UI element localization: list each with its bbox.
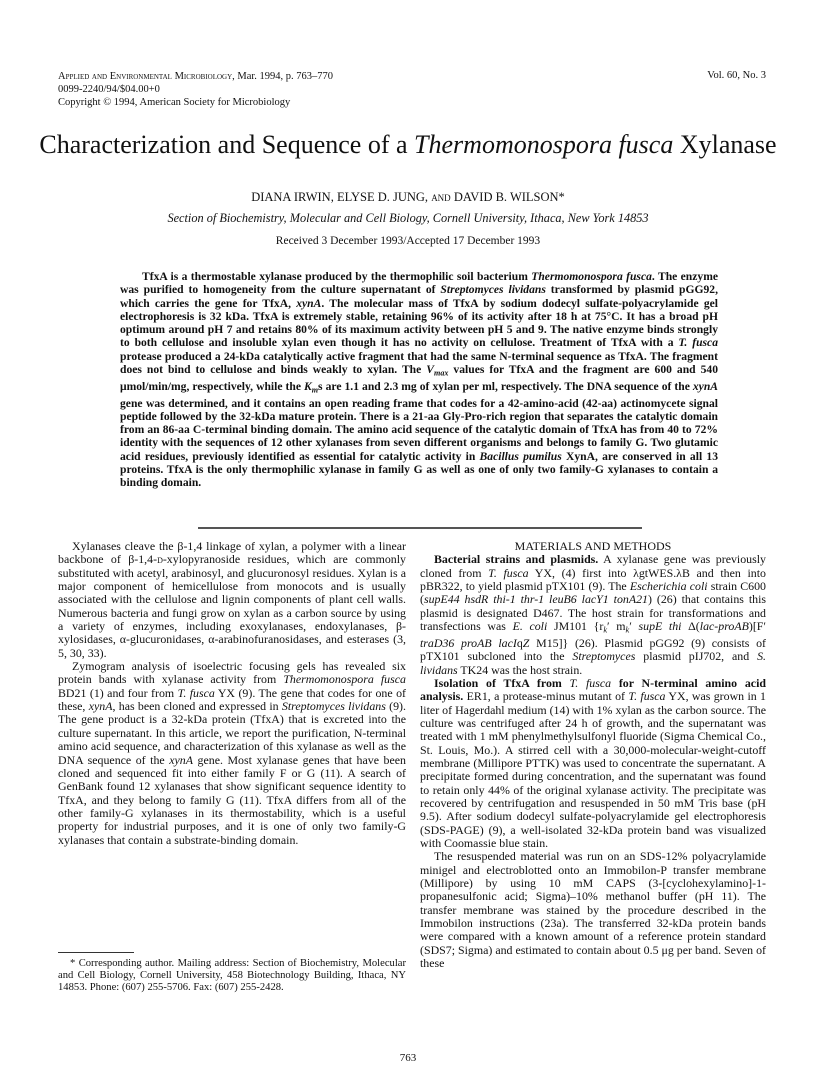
footnote-rule — [58, 952, 134, 953]
citation: , Mar. 1994, p. 763–770 — [232, 71, 334, 82]
methods-paragraph — [420, 677, 766, 850]
text-run: Bacterial strains and plasmids. — [434, 552, 599, 567]
text-run: gene. Most xylanase genes that have been cloned and sequenced fit into either family F or G (11). A search of GenBank found 12 xylanases that show significant sequence identity to TfxA, and they belong to family G (11). TfxA differs from all of the other family-G xylanases in its thermostability, which is a useful property for industrial purposes, and it is one of only two family-G xylanases that contain a substrate-binding domain. — [58, 752, 406, 847]
text-run: Xylanase — [673, 130, 777, 159]
text-run: S. lividans — [420, 649, 766, 677]
authors — [0, 190, 816, 205]
section-heading: MATERIALS AND METHODS — [514, 539, 672, 553]
copyright: Copyright © 1994, American Society for Microbiology — [58, 97, 291, 108]
text-run: A xylanase gene was previously cloned from — [420, 552, 766, 580]
text-run: TK24 was the host strain. — [457, 662, 583, 677]
text-run: ′ m — [607, 619, 626, 634]
text-run: T. fusca — [678, 336, 718, 350]
text-run: strain C600 ( — [420, 579, 766, 607]
methods-paragraph — [420, 850, 766, 970]
right-column — [420, 540, 766, 970]
text-run: plasmid pIJ702, and — [635, 649, 758, 664]
text-run: T. fusca — [569, 675, 612, 690]
text-run: T. fusca — [628, 689, 666, 704]
text-run: values for TfxA and the fragment are 600 and 540 μmol/min/mg, respectively, while the — [120, 363, 718, 393]
text-run: (9). The gene product is a 32-kDa protein (TfxA) that is excreted into the culture supernatant. In this article, we report the purification, N-terminal amino acid sequence, and characterization of this xylanase as well as the DNA sequence of the — [58, 699, 406, 767]
text-run: transformed by plasmid pGG92, which carries the gene for TfxA, — [120, 283, 718, 310]
abstract — [120, 270, 718, 490]
intro-paragraph — [58, 540, 406, 660]
text-run: )[F′ — [748, 619, 766, 634]
issn-code: 0099-2240/94/$04.00+0 — [58, 84, 160, 95]
journal-name: Applied and Environmental Microbiology — [58, 71, 233, 82]
text-run: TfxA is a thermostable xylanase produced by the thermophilic soil bacterium — [142, 270, 532, 283]
text-run: traD36 proAB lacI — [420, 635, 517, 650]
text-run: ER1, a protease-minus mutant of — [463, 689, 629, 704]
text-run: BD21 (1) and four from — [58, 685, 178, 700]
footnote: * Corresponding author. Mailing address: Section of Biochemistry, Molecular and Cell Biology, Cornell University, 458 Biotechnology Building, Ithaca, NY 14853. Phone: (607) 255-5706. Fax: (607) 255-2428. — [58, 958, 406, 994]
page-number: 763 — [399, 1052, 417, 1064]
text-run: ′ — [629, 619, 639, 634]
text-run: k — [625, 625, 630, 635]
text-run: , has been cloned and expressed in — [112, 699, 282, 714]
text-run: -xylopyranoside residues, which are commonly substituted with acetyl, arabinosyl, and glucuronosyl residues. Xylan is a major component of hemicellulose from monocots and is usually associated with the cellulose and lignin components of plant cell walls. Numerous bacteria and fungi grow on xylan as a carbon source by using a variety of enzymes, including exoxylanases, endoxylanases, β-xylosidases, α-glucuronidases, α-arabinofuranosidases, and esterases (3, 5, 30, 33). — [58, 552, 406, 660]
text-run: for N-terminal amino acid analysis. — [420, 675, 766, 704]
text-run: d — [157, 552, 163, 567]
text-run: YX, was grown in 1 liter of Hagerdahl medium (14) with 1% xylan as the carbon source. The culture was centrifuged after 24 h of growth, and the supernatant was treated with 1 mM phenylmethylsulfonyl fluoride (Sigma Chemical Co., St. Louis, Mo.). A stirred cell with a 30,000-molecular-weight-cutoff membrane (Millipore PTTK) was used to concentrate the supernatant. A precipitate formed during concentration, and the supernatant was found to retain only 44% of the original xylanase activity. The precipitate was recovered by centrifugation and resuspended in 50 mM Tris base (pH 9.5). After sodium dodecyl sulfate-polyacrylamide gel electrophoresis (SDS-PAGE) (9), a well-isolated 32-kDa protein band was visualized with Coomassie blue stain. — [420, 689, 766, 851]
text-run: s are 1.1 and 2.3 mg of xylan per ml, respectively. The DNA sequence of the — [318, 379, 693, 393]
text-run: The resuspended material was run on an SDS-12% polyacrylamide minigel and electroblotted onto an Immobilon-P transfer membrane (Millipore) by using 10 mM CAPS (3-[cyclohexylamino]-1-propanesulfonic acid; Sigma)–10% methanol buffer (pH 11). The transfer membrane was stained by the procedure described in the Immobilon instructions (23a). The transferred 32-kDa protein bands were compared with a known amount of a reference protein standard (SDS7; Sigma) and estimated to contain about 0.5 μg per band. Seven of these — [420, 849, 766, 971]
text-run: ) (26) that contains this plasmid is designated D467. The host strain for transformations and transfections was — [420, 592, 767, 634]
article-title — [0, 130, 816, 160]
text-run: Thermomonospora fusca — [283, 672, 406, 687]
journal-header — [58, 70, 333, 109]
text-run: Zymogram analysis of isoelectric focusing gels has revealed six protein bands with xylanase activity from — [58, 659, 406, 687]
methods-paragraph — [420, 553, 766, 677]
text-run: Thermomonospora fusca — [531, 270, 652, 283]
text-run: Escherichia coli — [629, 579, 708, 594]
text-run: Δ( — [681, 619, 700, 634]
divider — [198, 527, 642, 529]
text-run: xynA — [692, 379, 718, 393]
text-run: Characterization and Sequence of a — [39, 130, 415, 159]
text-run: YX (9). The gene that codes for one of these, — [58, 685, 406, 714]
text-run: lac-proAB — [699, 619, 749, 634]
text-run: E. coli — [512, 619, 548, 634]
text-run: m — [311, 385, 319, 395]
text-run: DAVID B. WILSON* — [450, 190, 565, 204]
text-run: JM101 {r — [547, 619, 604, 634]
text-run: Streptomyces — [572, 649, 636, 664]
text-run: protease produced a 24-kDa catalytically active fragment that had the same N-terminal sequence as TfxA. The fragment does not bind to cellulose and binds weakly to xylan. The — [120, 349, 718, 377]
text-run: DIANA IRWIN, ELYSE D. JUNG, — [251, 190, 432, 204]
text-run: supE thi — [638, 619, 682, 634]
text-run: . The enzyme was purified to homogeneity from the culture supernatant of — [120, 270, 719, 297]
text-run: Z — [522, 635, 530, 650]
intro-paragraph — [58, 660, 406, 847]
text-run: xynA — [169, 752, 193, 767]
text-run: Isolation of TfxA from — [434, 675, 570, 690]
text-run: xynA — [296, 296, 322, 310]
text-run: T. fusca — [177, 685, 215, 700]
text-run: max — [434, 368, 449, 378]
text-run: K — [304, 379, 312, 393]
text-run: and — [431, 190, 451, 204]
text-run: YX, (4) first into λgtWES.λB and then into pBR322, to yield plasmid pTX101 (9). The — [420, 565, 766, 594]
text-run: Bacillus pumilus — [479, 449, 562, 463]
text-run: V — [426, 363, 435, 377]
text-run: M15]} (26). Plasmid pGG92 (9) consists of pTX101 subcloned into the — [420, 635, 766, 664]
text-run: . The molecular mass of TfxA by sodium dodecyl sulfate-polyacrylamide gel electrophoresis is 32 kDa. TfxA is extremely stable, retaining 96% of its activity after 18 h at 75°C. It has a broad pH optimum around pH 7 and retains 80% of its maximum activity between pH 5 and 9. The native enzyme binds strongly to both cellulose and insoluble xylan even though it has no activity on cellulose. Treatment of TfxA with a — [120, 296, 718, 350]
text-run: gene was determined, and it contains an open reading frame that codes for a 42-amino-acid (42-aa) actinomycete signal peptide followed by the 32-kDa mature protein. There is a 21-aa Gly-Pro-rich region that separates the catalytic domain from an 86-aa C-terminal binding domain. The amino acid sequence of the catalytic domain of TfxA has from 40 to 72% identity with the sequences of 12 other xylanases from seven different organisms and belongs to family G. Two glutamic acid residues, previously identified as essential for catalytic activity in — [120, 396, 718, 463]
text-run: T. fusca — [488, 565, 529, 580]
text-run: q — [516, 635, 523, 650]
text-run: Streptomyces lividans — [281, 699, 386, 714]
text-run: XynA, are conserved in all 13 proteins. TfxA is the only thermophilic xylanase in family G as well as one of only two family-G xylanases to contain a binding domain. — [120, 449, 719, 490]
affiliation: Section of Biochemistry, Molecular and Cell Biology, Cornell University, Ithaca, New York 14853 — [167, 211, 649, 225]
left-column — [58, 540, 406, 847]
volume-issue: Vol. 60, No. 3 — [707, 70, 766, 81]
text-run: Thermomonospora fusca — [414, 130, 674, 159]
received-dates: Received 3 December 1993/Accepted 17 December 1993 — [275, 235, 541, 247]
text-run: supE44 hsdR thi-1 thr-1 leuB6 lacY1 tonA21 — [423, 592, 648, 607]
text-run: k — [603, 625, 608, 635]
text-run: xynA — [88, 699, 113, 714]
text-run: Xylanases cleave the β-1,4 linkage of xylan, a polymer with a linear backbone of β-1,4- — [58, 539, 406, 567]
text-run: Streptomyces lividans — [440, 283, 546, 297]
